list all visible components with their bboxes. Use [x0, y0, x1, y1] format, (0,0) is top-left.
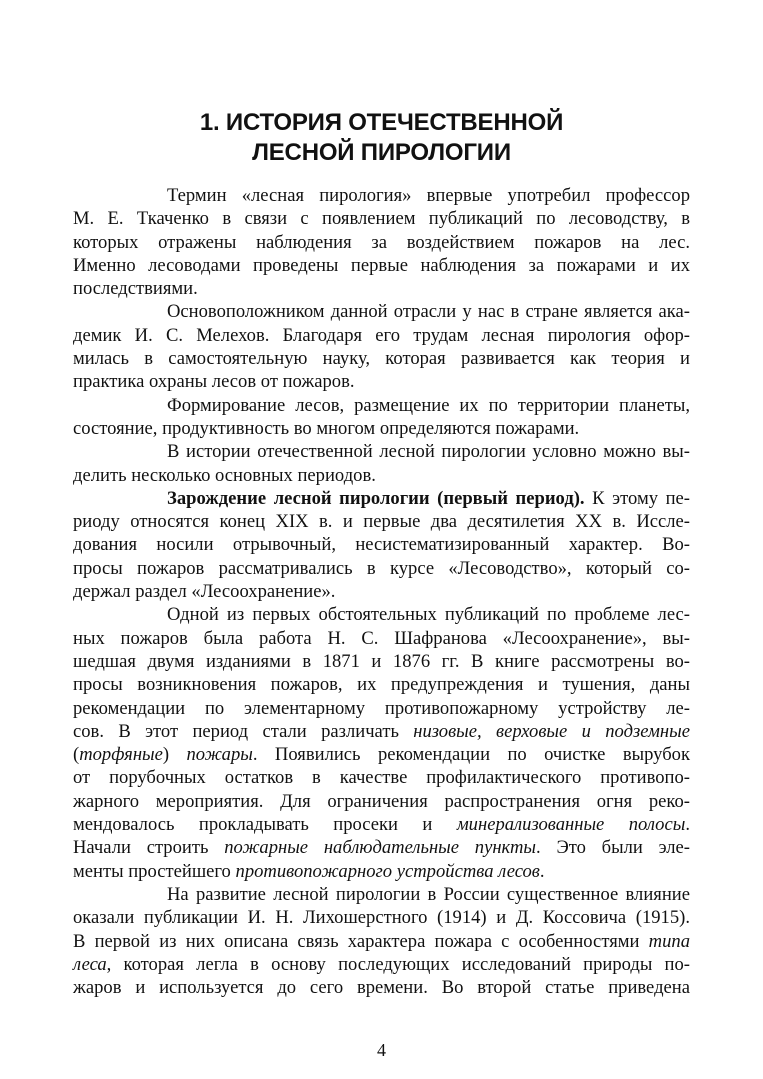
- text-line: [73, 650, 690, 673]
- text-segment: от порубочных остатков в качестве профилактического противопо-: [73, 767, 690, 789]
- text-segment: жарного мероприятия. Для ограничения распространения огня реко-: [73, 790, 690, 812]
- body-text: [73, 184, 690, 999]
- text-line: [73, 697, 690, 720]
- text-line: [73, 603, 690, 626]
- page-number: 4: [377, 1040, 386, 1060]
- text-segment: шедшая двумя изданиями в 1871 и 1876 гг. В книге рассмотрены во-: [73, 650, 690, 672]
- text-segment: просы пожаров рассматривались в курсе «Лесоводство», который со-: [73, 557, 690, 579]
- text-segment: .: [685, 814, 690, 836]
- text-segment: . Появились рекомендации по очистке вырубок: [252, 744, 690, 766]
- text-line: [73, 766, 690, 789]
- paragraph: [73, 603, 690, 883]
- text-segment: просы возникновения пожаров, их предупреждения и тушения, даны: [73, 674, 690, 696]
- chapter-title: [73, 108, 690, 168]
- italic-term: пожарные наблюдательные пункты: [224, 837, 537, 859]
- text-segment: демик И. С. Мелехов. Благодаря его трудам лесная пирология офор-: [73, 324, 690, 346]
- text-line: [73, 184, 690, 207]
- paragraph: [73, 487, 690, 603]
- text-segment: милась в самостоятельную науку, которая развивается как теория и: [73, 348, 690, 370]
- text-line: [73, 277, 690, 300]
- italic-term: низовые, верховые и подземные: [413, 720, 690, 742]
- text-line: [73, 464, 690, 487]
- text-segment: На развитие лесной пирологии в России существенное влияние: [167, 883, 690, 905]
- text-segment: рекомендации по элементарному противопожарному устройству ле-: [73, 697, 690, 719]
- text-line: [73, 580, 690, 603]
- text-line: [73, 557, 690, 580]
- text-segment: Одной из первых обстоятельных публикаций по проблеме лес-: [167, 604, 690, 626]
- text-segment: жаров и используется до сего времени. Во второй статье приведена: [73, 977, 690, 999]
- text-segment: сов. В этот период стали различать: [73, 720, 414, 742]
- text-segment: Формирование лесов, размещение их по территории планеты,: [167, 394, 690, 416]
- paragraph: [73, 394, 690, 441]
- text-line: [73, 440, 690, 463]
- bold-heading-text: Зарождение лесной пирологии (первый период).: [167, 487, 585, 509]
- italic-term: минерализованные полосы: [456, 814, 686, 836]
- text-segment: держал раздел «Лесоохранение».: [73, 581, 336, 603]
- text-segment: Основоположником данной отрасли у нас в стране является ака-: [167, 301, 690, 323]
- paragraph: [73, 883, 690, 999]
- text-segment: В истории отечественной лесной пирологии условно можно вы-: [167, 441, 690, 463]
- text-line: [73, 953, 690, 976]
- paragraph: [73, 300, 690, 393]
- text-segment: ных пожаров была работа Н. С. Шафранова «Лесоохранение», вы-: [73, 627, 690, 649]
- text-segment: Начали строить: [73, 837, 225, 859]
- text-line: [73, 300, 690, 323]
- italic-term: торфяные: [79, 744, 163, 766]
- text-line: [73, 790, 690, 813]
- text-segment: делить несколько основных периодов.: [73, 464, 376, 486]
- chapter-title-line-2: ЛЕСНОЙ ПИРОЛОГИИ: [252, 139, 511, 166]
- text-line: [73, 720, 690, 743]
- text-segment: , которая легла в основу последующих исследований природы по-: [106, 953, 690, 975]
- text-line: [73, 417, 690, 440]
- italic-term: типа: [648, 930, 690, 952]
- chapter-title-line-1: 1. ИСТОРИЯ ОТЕЧЕСТВЕННОЙ: [199, 109, 564, 136]
- text-segment: К этому пе-: [584, 487, 690, 509]
- text-segment: М. Е. Ткаченко в связи с появлением публикаций по лесоводству, в: [73, 208, 690, 230]
- italic-term: леса: [73, 953, 107, 975]
- text-line: [73, 976, 690, 999]
- text-line: [73, 510, 690, 533]
- text-line: [73, 836, 690, 859]
- page-content: [73, 108, 690, 999]
- text-segment: Термин «лесная пирология» впервые употребил профессор: [167, 185, 690, 206]
- text-line: [73, 813, 690, 836]
- text-line: [73, 347, 690, 370]
- text-line: [73, 231, 690, 254]
- text-line: [73, 487, 690, 510]
- text-line: [73, 743, 690, 766]
- text-line: [73, 906, 690, 929]
- text-segment: В первой из них описана связь характера пожара с особенностями: [73, 930, 649, 952]
- text-line: [73, 370, 690, 393]
- text-segment: Именно лесоводами проведены первые наблюдения за пожарами и их: [73, 254, 690, 276]
- text-segment: (: [73, 744, 80, 766]
- text-line: [73, 883, 690, 906]
- paragraph: [73, 440, 690, 487]
- paragraph: [73, 184, 690, 300]
- italic-term: пожары: [186, 744, 253, 766]
- text-segment: риоду относятся конец XIX в. и первые два десятилетия XX в. Иссле-: [73, 511, 690, 533]
- italic-term: противопожарного устройства лесов: [235, 860, 540, 882]
- text-segment: ): [162, 744, 187, 766]
- text-segment: менты простейшего: [73, 860, 236, 882]
- text-segment: дования носили отрывочный, несистематизированный характер. Во-: [73, 534, 690, 556]
- text-line: [73, 394, 690, 417]
- text-segment: которых отражены наблюдения за воздействием пожаров на лес.: [73, 231, 690, 253]
- text-segment: практика охраны лесов от пожаров.: [73, 371, 355, 393]
- text-segment: состояние, продуктивность во многом определяются пожарами.: [73, 417, 580, 439]
- text-segment: . Это были эле-: [536, 837, 690, 859]
- text-segment: оказали публикации И. Н. Лихошерстного (1914) и Д. Коссовича (1915).: [73, 907, 690, 929]
- text-segment: .: [539, 860, 545, 882]
- text-segment: мендовалось прокладывать просеки и: [73, 814, 457, 836]
- text-line: [73, 930, 690, 953]
- text-line: [73, 254, 690, 277]
- text-line: [73, 533, 690, 556]
- text-segment: последствиями.: [73, 278, 198, 300]
- text-line: [73, 860, 690, 883]
- text-line: [73, 627, 690, 650]
- text-line: [73, 673, 690, 696]
- text-line: [73, 207, 690, 230]
- text-line: [73, 324, 690, 347]
